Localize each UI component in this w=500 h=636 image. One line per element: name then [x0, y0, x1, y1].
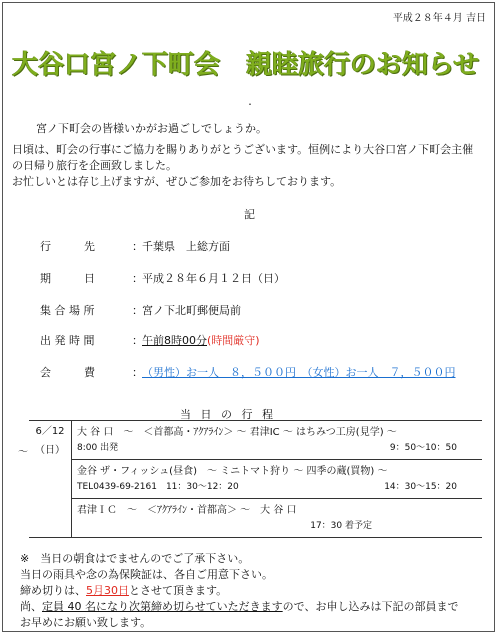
detail-meeting-place: 集 合 場 所 ：宮ノ下北町郵便局前	[40, 304, 241, 317]
note-deadline	[20, 582, 227, 598]
capacity-suffix: ので、お申し込みは下記の部員まで	[282, 600, 459, 613]
departure-time-label: 出 発 時 間	[40, 334, 95, 347]
schedule-row	[29, 460, 482, 499]
detail-departure-time: 出 発 時 間 ：午前8時00分(時間厳守)	[40, 334, 260, 347]
segment-3-route: 君津ＩＣ ～ ＜ｱｸｱﾗｲﾝ・首都高＞ ～ 大 谷 口	[77, 505, 297, 516]
capacity-limit: 定員 40 名になり次第締め切らせていただきます	[42, 600, 283, 613]
body-line-3: お忙しいとは存じ上げますが、ぜひご参加をお待ちしております。	[12, 175, 342, 188]
segment-1-time-left: 8:00 出発	[77, 443, 119, 453]
departure-time-value: 午前8時00分	[142, 334, 207, 347]
schedule-segment-1	[72, 421, 483, 460]
deadline-date: 5月30日	[86, 584, 129, 597]
detail-destination: 行 先 ：千葉県 上総方面	[40, 240, 230, 253]
schedule-day-week: （日）	[35, 445, 65, 456]
meeting-place-label: 集 合 場 所	[40, 304, 95, 317]
schedule-title: 当 日 の 行 程	[180, 408, 276, 421]
schedule-day-cell	[29, 421, 72, 538]
body-line-2: の日帰り旅行を企画致しました。	[12, 159, 177, 172]
schedule-row	[29, 499, 482, 538]
segment-1-route: 大 谷 口 ～ ＜首都高・ｱｸｱﾗｲﾝ＞ ～ 君津IC ～ はちみつ工房(見学) ～	[77, 427, 397, 438]
detail-date: 期 日 ：平成２８年６月１２日（日）	[40, 272, 285, 285]
fee-label: 会 費	[40, 366, 95, 379]
time-strict-note: (時間厳守)	[207, 334, 260, 347]
destination-value: 千葉県 上総方面	[142, 240, 230, 253]
note-capacity	[20, 598, 458, 614]
meeting-place-value: 宮ノ下北町郵便局前	[142, 304, 241, 317]
detail-fee: 会 費 ：（男性）お一人 ８，５００円 （女性）お一人 ７，５００円	[40, 366, 456, 379]
schedule-row	[29, 421, 482, 460]
note-breakfast: ※ 当日の朝食はでませんのでご了承下さい。	[20, 552, 250, 565]
destination-label: 行 先	[40, 240, 95, 253]
schedule-day-date: 6／12	[35, 426, 65, 437]
center-dot: ・	[246, 100, 254, 109]
note-rain-gear: 当日の雨具や念の為保険証は、各自ご用意下さい。	[20, 568, 273, 581]
segment-2-route: 金谷 ザ・フィッシュ(昼食) ～ ミニトマト狩り ～ 四季の蔵(買物) ～	[77, 466, 388, 477]
page-title: 大谷口宮ノ下町会 親睦旅行のお知らせ	[12, 50, 480, 80]
fee-value: （男性）お一人 ８，５００円 （女性）お一人 ７，５００円	[142, 366, 456, 379]
body-line-1: 日頃は、町会の行事にご協力を賜りありがとうございます。恒例により大谷口宮ノ下町会主催	[12, 143, 474, 156]
capacity-prefix: 尚、	[20, 600, 42, 613]
date-label: 期 日	[40, 272, 95, 285]
deadline-suffix: とさせて頂きます。	[129, 584, 228, 597]
greeting-text: 宮ノ下町会の皆様いかがお過ごしでしょうか。	[36, 122, 267, 135]
schedule-table	[29, 420, 482, 538]
schedule-segment-3	[72, 499, 483, 538]
schedule-tilde: ～	[18, 447, 28, 458]
segment-3-arrival: 17：30 着予定	[310, 521, 372, 531]
schedule-segment-2	[72, 460, 483, 499]
ki-heading: 記	[244, 208, 255, 221]
deadline-prefix: 締め切りは、	[20, 584, 86, 597]
segment-2-time-right: 14：30～15：20	[384, 482, 457, 492]
date-value: 平成２８年６月１２日（日）	[142, 272, 285, 285]
segment-2-time-left: TEL0439-69-2161 11：30～12：20	[77, 482, 239, 492]
issue-date: 平成２８年４月 吉日	[392, 13, 486, 24]
segment-1-time-right: 9：50～10：50	[389, 443, 457, 453]
note-request-early: お早めにお願い致します。	[20, 616, 152, 629]
